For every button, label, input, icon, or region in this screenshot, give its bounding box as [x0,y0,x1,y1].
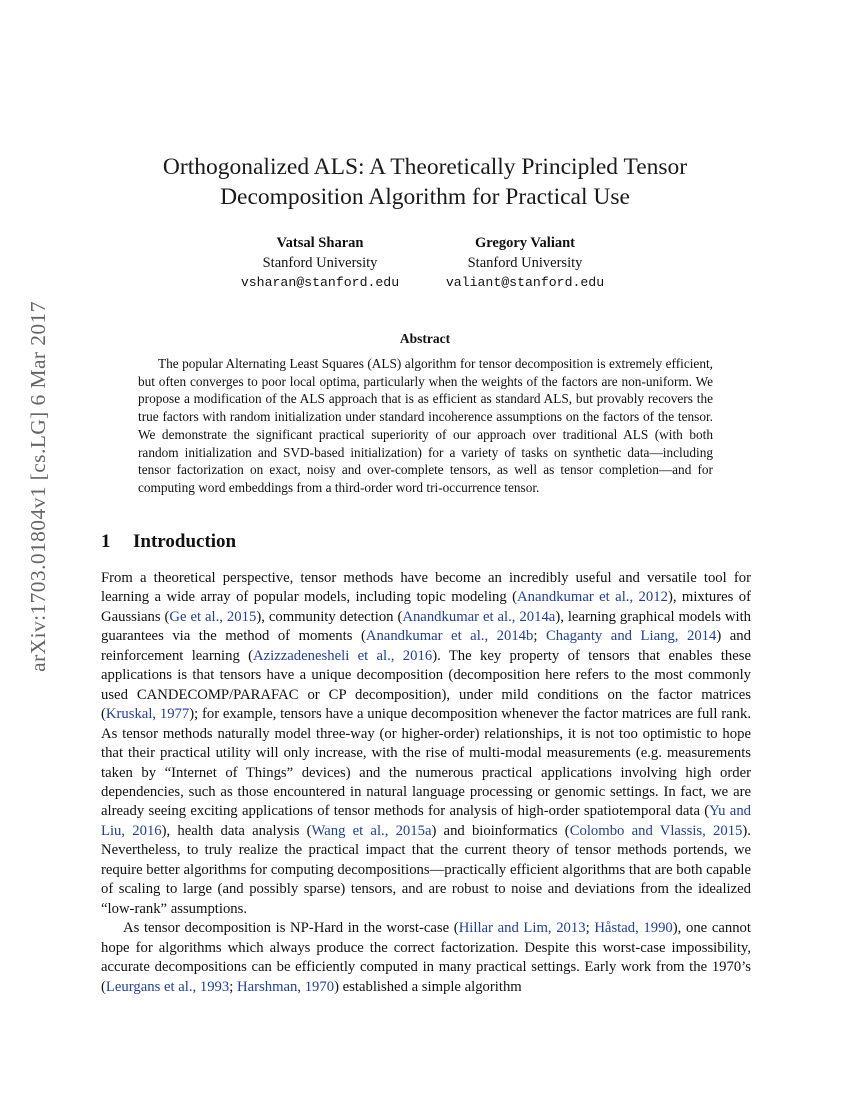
citation-link[interactable]: Håstad, 1990 [594,920,673,937]
citation-link[interactable]: Chaganty and Liang, 2014 [545,628,717,645]
text-run: ), mixtures of Gaussians ( [101,589,751,625]
author-email: valiant@stanford.edu [445,275,605,290]
title-line-2: Decomposition Algorithm for Practical Use [220,184,630,210]
citation-link[interactable]: Colombo and Vlassis, 2015 [569,822,743,839]
section-title: Introduction [133,531,237,552]
citation-link[interactable]: Ge et al., 2015 [169,608,257,625]
text-run: ; [229,978,237,995]
text-run: ; [533,628,546,645]
text-run: ; [585,920,595,937]
text-run: ) and reinforcement learning ( [101,628,751,664]
citation-link[interactable]: Anandkumar et al., 2014b [365,628,534,645]
text-run: ), learning graphical models with guarantees via the method of moments ( [101,608,751,645]
author-name: Vatsal Sharan [276,235,364,251]
abstract-text: The popular Alternating Least Squares (ALS) algorithm for tensor decomposition is extremely efficient, but often converges to poor local optima, particularly when the weights of the factors are non-uniform. We propose a modification of the ALS approach that is as efficient as standard ALS, but provably recovers the true factors with random initialization under standard incoherence assumptions on the factors of the tensor. We demonstrate the significant practical superiority of our approach over traditional ALS (with both random initialization and SVD-based initialization) for a variety of tasks on synthetic data—including tensor factorization on exact, noisy and over-complete tensors, as well as tensor completion—and for computing word embeddings from a third-order word tri-occurrence tensor. [138,356,713,495]
text-run: ), community detection ( [256,608,403,625]
arxiv-id: arXiv:1703.01804v1 [cs.LG] 6 Mar 2017 [25,300,50,672]
citation-link[interactable]: Wang et al., 2015a [311,822,432,839]
author-affiliation: Stanford University [467,255,583,271]
text-run: ). The key property of tensors that enables these applications is that tensors have a unique decomposition (decomposition here refers to the most commonly used CANDECOMP/PARAFAC or CP decomposition), under mild conditions on the factor matrices ( [101,647,751,723]
text-run: ). Nevertheless, to truly realize the practical impact that the current theory of tensor methods portends, we require better algorithms for computing decompositions—practically efficient algorithms that are both capable of scaling to large (and possibly sparse) tensors, and are robust to noise and deviations from the idealized “low-rank” assumptions. [101,822,751,917]
text-run: As tensor decomposition is NP-Hard in the worst-case ( [123,920,459,937]
citation-link[interactable]: Yu and Liu, 2016 [101,803,752,839]
citation-link[interactable]: Azizzadenesheli et al., 2016 [253,647,433,664]
text-run: ) established a simple algorithm [334,978,522,995]
paragraph-1 [101,569,751,919]
section-heading-introduction [101,531,236,553]
citation-link[interactable]: Leurgans et al., 1993 [105,978,230,995]
abstract-heading: Abstract [399,331,451,346]
paragraph-2 [101,919,751,997]
section-number: 1 [101,531,111,552]
text-run: From a theoretical perspective, tensor methods have become an incredibly useful and versatile tool for learning a wide array of popular models, including topic modeling ( [101,570,751,606]
citation-link[interactable]: Kruskal, 1977 [105,706,190,723]
citation-link[interactable]: Anandkumar et al., 2014a [402,608,556,625]
text-run: ), health data analysis ( [161,822,312,839]
author-affiliation: Stanford University [262,255,378,271]
author-block-2 [420,233,630,293]
introduction-body [101,569,751,997]
text-run: ); for example, tensors have a unique decomposition whenever the factor matrices are full rank. As tensor methods naturally model three-way (or higher-order) relationships, it is not too optimistic to hope that their practical utility will only increase, with the rise of multi-modal measurements (e.g. measurements taken by “Internet of Things” devices) and the numerous practical applications involving high order dependencies, such as those encountered in natural language processing or genomic settings. In fact, we are already seeing exciting applications of tensor methods for analysis of high-order spatiotemporal data ( [101,706,751,820]
paper-title [0,152,850,212]
author-block-1 [220,233,420,293]
title-line-1: Orthogonalized ALS: A Theoretically Principled Tensor [162,154,688,180]
citation-link[interactable]: Harshman, 1970 [237,978,335,995]
text-run: ) and bioinformatics ( [431,822,570,839]
author-email: vsharan@stanford.edu [240,275,400,290]
author-name: Gregory Valiant [474,235,576,251]
citation-link[interactable]: Anandkumar et al., 2012 [517,589,668,606]
text-run: ), one cannot hope for algorithms which always produce the correct factorization. Despite this worst-case impossibility, accurate decompositions can be efficiently computed in many practical settings. Early work from the 1970’s ( [101,920,751,995]
citation-link[interactable]: Hillar and Lim, 2013 [458,920,586,937]
arxiv-sidebar-stamp [20,296,56,676]
